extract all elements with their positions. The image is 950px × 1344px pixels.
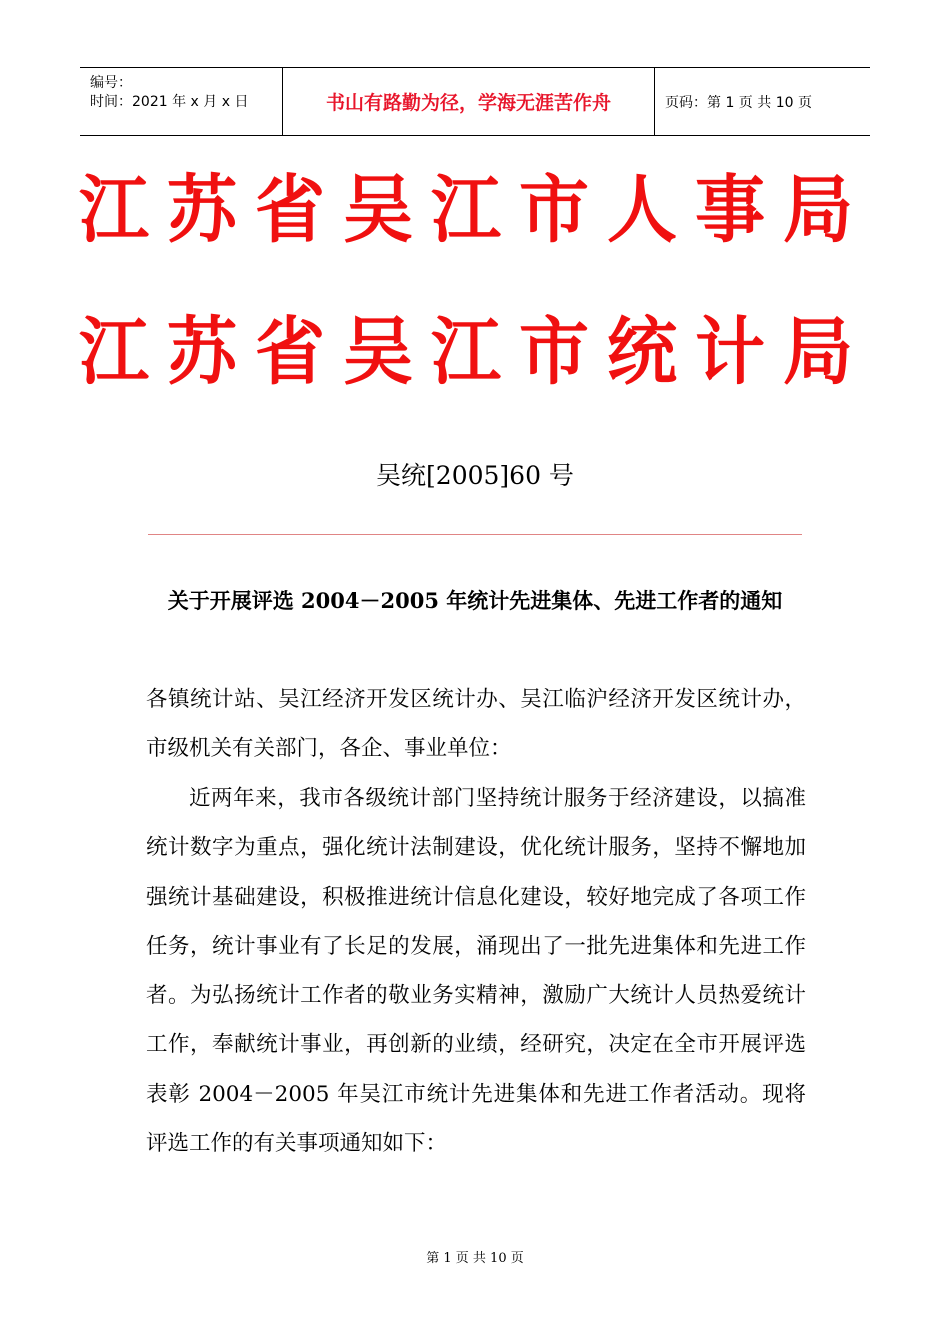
number-label: 编号：: [90, 75, 132, 91]
page-label: 页码：第 1 页 共 10 页: [665, 94, 812, 111]
header-left-cell: [80, 68, 282, 135]
notice-title: 关于开展评选 2004－2005 年统计先进集体、先进工作者的通知: [167, 588, 783, 613]
motto: 书山有路勤为径，学海无涯苦作舟: [282, 68, 655, 135]
header-table: [80, 67, 870, 136]
salutation: 各镇统计站、吴江经济开发区统计办、吴江临沪经济开发区统计办，市级机关有关部门，各企、事业单位：: [146, 687, 806, 762]
body-paragraph: 近两年来，我市各级统计部门坚持统计服务于经济建设，以搞准统计数字为重点，强化统计法制建设，优化统计服务，坚持不懈地加强统计基础建设，积极推进统计信息化建设，较好地完成了各项工作任务，统计事业有了长足的发展，涌现出了一批先进集体和先进工作者。为弘扬统计工作者的敬业务实精神，激励广大统计人员热爱统计工作，奉献统计事业，再创新的业绩，经研究，决定在全市开展评选表彰 2004－2005 年吴江市统计先进集体和先进工作者活动。现将评选工作的有关事项通知如下：: [146, 786, 806, 1157]
page-footer: 第 1 页 共 10 页: [426, 1251, 524, 1266]
time-label: 时间：2021 年 x 月 x 日: [90, 94, 249, 110]
divider-line: [148, 534, 802, 535]
org-name-personnel: 江苏省吴江市人事局: [79, 166, 871, 254]
org-name-statistics: 江苏省吴江市统计局: [79, 308, 871, 396]
document-number: 吴统[2005]60 号: [376, 461, 574, 490]
